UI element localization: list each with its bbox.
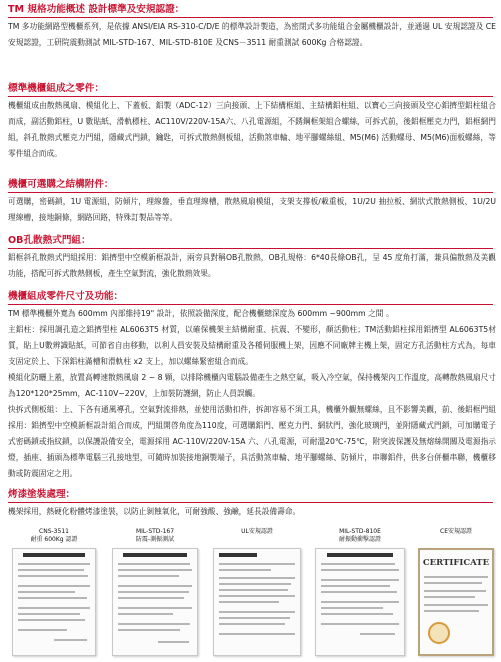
section-divider xyxy=(8,96,493,97)
section-divider xyxy=(8,248,493,249)
certificate-document-image xyxy=(213,548,301,656)
section-body xyxy=(8,194,496,226)
paragraph: TM 標準機櫃外寬為 600mm 內部維持19" 設計，依照設備深度，配合機櫃總深度為 600mm ~900mm 之間 。 xyxy=(8,309,394,318)
section-title: 烤漆塗裝處理： xyxy=(8,489,76,500)
section-optional-accessories xyxy=(8,178,496,226)
certificate-heading: CERTIFICATE xyxy=(422,558,490,568)
certificate-mil-std-810e xyxy=(315,528,405,656)
section-coating xyxy=(8,488,496,520)
section-title: 標準機櫃組成之零件： xyxy=(8,83,104,94)
section-divider xyxy=(8,17,493,18)
paragraph: 機架採用，熱硬化粉體烤漆塗裝，以防止剝蝕氧化，可耐強酸、強鹼，延長設備壽命。 xyxy=(8,507,301,516)
certificate-document-image xyxy=(12,548,96,656)
certificate-title: MIL-STD-167 xyxy=(135,528,175,535)
section-body xyxy=(8,250,496,282)
certificate-cns3511 xyxy=(12,528,96,656)
certificate-mil-std-167 xyxy=(112,528,198,656)
section-divider xyxy=(8,502,493,503)
section-ob-door xyxy=(8,234,496,282)
certificate-ul xyxy=(213,528,301,656)
section-title: 機櫃可選購之結構附件： xyxy=(8,179,114,190)
certificate-row xyxy=(8,528,494,656)
section-overview xyxy=(8,3,496,51)
paragraph: 機櫃組成由散熱風扇、模組化上、下蓋板、鋁製（ADC-12）三向接頭、上下結構框組、主結構鋁柱組、以寶心三向接頭及空心鋁擠型鋁柱組合而成，副活動鋁柱，U 數貼紙、滑軌標柱、AC110V/220V-15A六、八孔電源組，不銹鋼框架組合螺絲，可拆式前，後鋁框壓克力門，鋁框網門組，斜孔散熱式壓克力門組，隱藏式門鎖，鑰匙，可拆式散熱側板組，活動煞車輪、地平腳螺絲組、M5(M6) 活動螺母、M5(M6)面板螺絲，等零件組合而成。 xyxy=(8,101,496,158)
section-title: TM 規格功能概述 設計標準及安規認證： xyxy=(8,4,185,15)
paragraph: 模組化防曬上蓋，放置高轉速散熱風扇 2 ~ 8 顆，以排除機櫃內電腦設備產生之熱空氣，吸入冷空氣，保持機架內工作溫度，高轉散熱風扇尺寸為120*120*25mm，AC-110V~220V，上加裝防護網，防止人員誤觸。 xyxy=(8,373,496,398)
certificate-title: UL安規認證 xyxy=(241,528,273,535)
certificate-title: CE安規認證 xyxy=(440,528,472,535)
certificate-title: CNS-3511 xyxy=(39,528,69,535)
section-standard-parts xyxy=(8,82,496,162)
paragraph: 鋁框斜孔散熱式門組採用：鋁擠型中空模新框設計，兩旁具對稱OB孔散熱，OB孔規格：6*40長條OB孔，呈 45 度角打滿，兼具偏散熱及美觀功能，搭配可拆式散熱側板，產生空氣對流，強化散熱效果。 xyxy=(8,253,496,278)
certificate-document-image xyxy=(112,548,198,656)
paragraph: 快拆式側板組：上、下各有通風導孔，空氣對流排熱，並使用活動扣件，拆卸容易不須工具，機櫃外觀無螺絲，且不影響美觀，前、後鋁框門組採用：鋁擠型中空模新框設計組合而成，門組開啓角度為110度，可選購鋁門、壓克力門、網狀門，強化玻璃門，並附隱藏式門鎖，可加購電子式密碼鎖或指紋鎖，以保護設備安全，電源採用 AC-110V/220V-15A 六、八孔電源，可耐溫20℃-75℃，附突波保護及無熔絲開關及電源指示燈，插座、插頭為標準電腦三孔接地型，可隨時加裝接地銅製端子，具活動煞車輪、地平腳螺絲、防傾片，串聯鋁件，供多台併櫃串聯，機櫃移動或防震固定之用。 xyxy=(8,405,496,478)
certificate-document-image xyxy=(315,548,405,656)
section-body xyxy=(8,98,496,162)
section-components xyxy=(8,290,496,482)
section-title: OB孔散熱式門組： xyxy=(8,235,91,246)
paragraph: 可選購，密碼鎖，1U 電源組，防傾片，理線盤，垂直理線槽，散熱風扇模組，支架支撐板/載重板，1U/2U 抽拉板、網狀式散熱側板、1U/2U理線槽，接地銅條，網路回路，特殊訂製品等等。 xyxy=(8,197,496,222)
section-divider xyxy=(8,304,493,305)
certificate-subtitle: 耐重 600Kg 認證 xyxy=(30,536,78,543)
section-body xyxy=(8,306,496,482)
section-body xyxy=(8,504,496,520)
certificate-ce xyxy=(418,528,494,656)
certificate-title: MIL-STD-810E xyxy=(339,528,381,535)
paragraph: 主鋁柱：採用調孔造之鋁擠型柱 AL6063T5 材質，以確保機架主結構耐重、抗震、不變形，顏活動柱；TM活動鋁柱採用鋁擠型 AL6063T5材質，貼上U數辨識貼紙，可節省自由移動，以利人員安裝及結構耐重及各種伺服機上架，因應不同廠牌主機上架，固定方孔活動柱方式為，每車支固定於上、下深鋁柱滿槽和滑軌柱 x2 支上，加以螺絲緊密組合而成。 xyxy=(8,325,496,366)
certificate-document-image xyxy=(418,548,494,656)
seal-icon xyxy=(428,622,450,644)
certificate-subtitle: 耐振動衝擊認證 xyxy=(338,536,381,543)
section-body xyxy=(8,19,496,51)
certificate-subtitle: 防震-測振測試 xyxy=(135,536,175,543)
section-divider xyxy=(8,192,493,193)
section-title: 機櫃組成零件尺寸及功能： xyxy=(8,291,124,302)
paragraph: TM 多功能網路型機櫃系列，是依據 ANSI/EIA RS-310-C/D/E 的標準設計製造，為密閉式多功能組合金屬機櫃設計，並通過 UL 安規認證及 CE 安規認證，工研院震動測試 MIL-STD-167、MIL-STD-810E 及CNS－3511 耐重測試 600Kg 合格認證。 xyxy=(8,22,496,47)
